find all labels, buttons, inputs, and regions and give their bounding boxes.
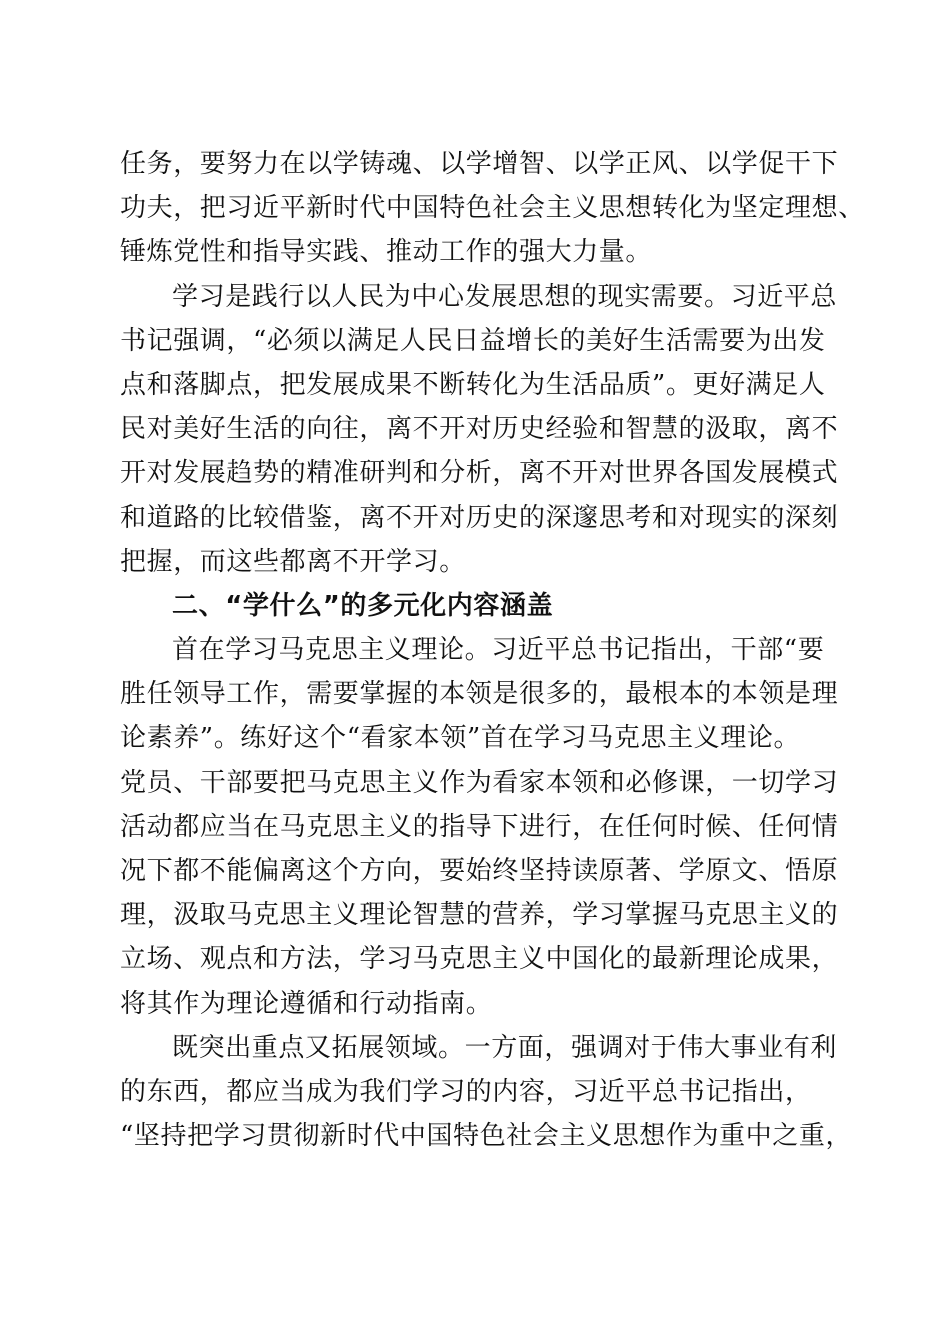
text-line: 胜任领导工作，需要掌握的本领是很多的，最根本的本领是理 (120, 679, 839, 710)
text-line: 功夫，把习近平新时代中国特色社会主义思想转化为坚定理想、 (120, 193, 865, 224)
text-line: 党员、干部要把马克思主义作为看家本领和必修课，一切学习 (120, 767, 839, 798)
text-line: 任务，要努力在以学铸魂、以学增智、以学正风、以学促干下 (120, 149, 839, 179)
text-line: 学习是践行以人民为中心发展思想的现实需要。习近平总 (172, 281, 838, 312)
paragraph (120, 1026, 853, 1159)
text-line: 锤炼党性和指导实践、推动工作的强大力量。 (120, 237, 653, 268)
section-heading-text: 二、“学什么”的多元化内容涵盖 (172, 590, 554, 621)
text-line: 和道路的比较借鉴，离不开对历史的深邃思考和对现实的深刻 (120, 502, 839, 533)
text-line: 理，汲取马克思主义理论智慧的营养，学习掌握马克思主义的 (120, 900, 839, 931)
text-line: 既突出重点又拓展领域。一方面，强调对于伟大事业有利 (172, 1032, 838, 1063)
text-line: “坚持把学习贯彻新时代中国特色社会主义思想作为重中之重， (120, 1121, 853, 1152)
text-line: 活动都应当在马克思主义的指导下进行，在任何时候、任何情 (120, 811, 839, 842)
text-line: 点和落脚点，把发展成果不断转化为生活品质”。更好满足人 (120, 369, 826, 400)
paragraph (120, 275, 839, 584)
document-body (120, 142, 865, 1158)
text-line: 立场、观点和方法，学习马克思主义中国化的最新理论成果， (120, 944, 839, 975)
text-line: 把握，而这些都离不开学习。 (120, 546, 466, 577)
text-line: 论素养”。练好这个“看家本领”首在学习马克思主义理论。 (120, 723, 801, 754)
text-line: 开对发展趋势的精准研判和分析，离不开对世界各国发展模式 (120, 458, 839, 489)
text-line: 况下都不能偏离这个方向，要始终坚持读原著、学原文、悟原 (120, 856, 839, 886)
text-line: 首在学习马克思主义理论。习近平总书记指出，干部“要 (172, 635, 825, 666)
text-line: 的东西，都应当成为我们学习的内容，习近平总书记指出， (120, 1076, 812, 1107)
paragraph (120, 142, 865, 275)
text-line: 民对美好生活的向往，离不开对历史经验和智慧的汲取，离不 (120, 414, 839, 445)
text-line: 书记强调，“必须以满足人民日益增长的美好生活需要为出发 (120, 325, 826, 356)
text-line: 将其作为理论遵循和行动指南。 (120, 988, 493, 1019)
paragraph (120, 628, 839, 1026)
section-heading (120, 584, 830, 628)
